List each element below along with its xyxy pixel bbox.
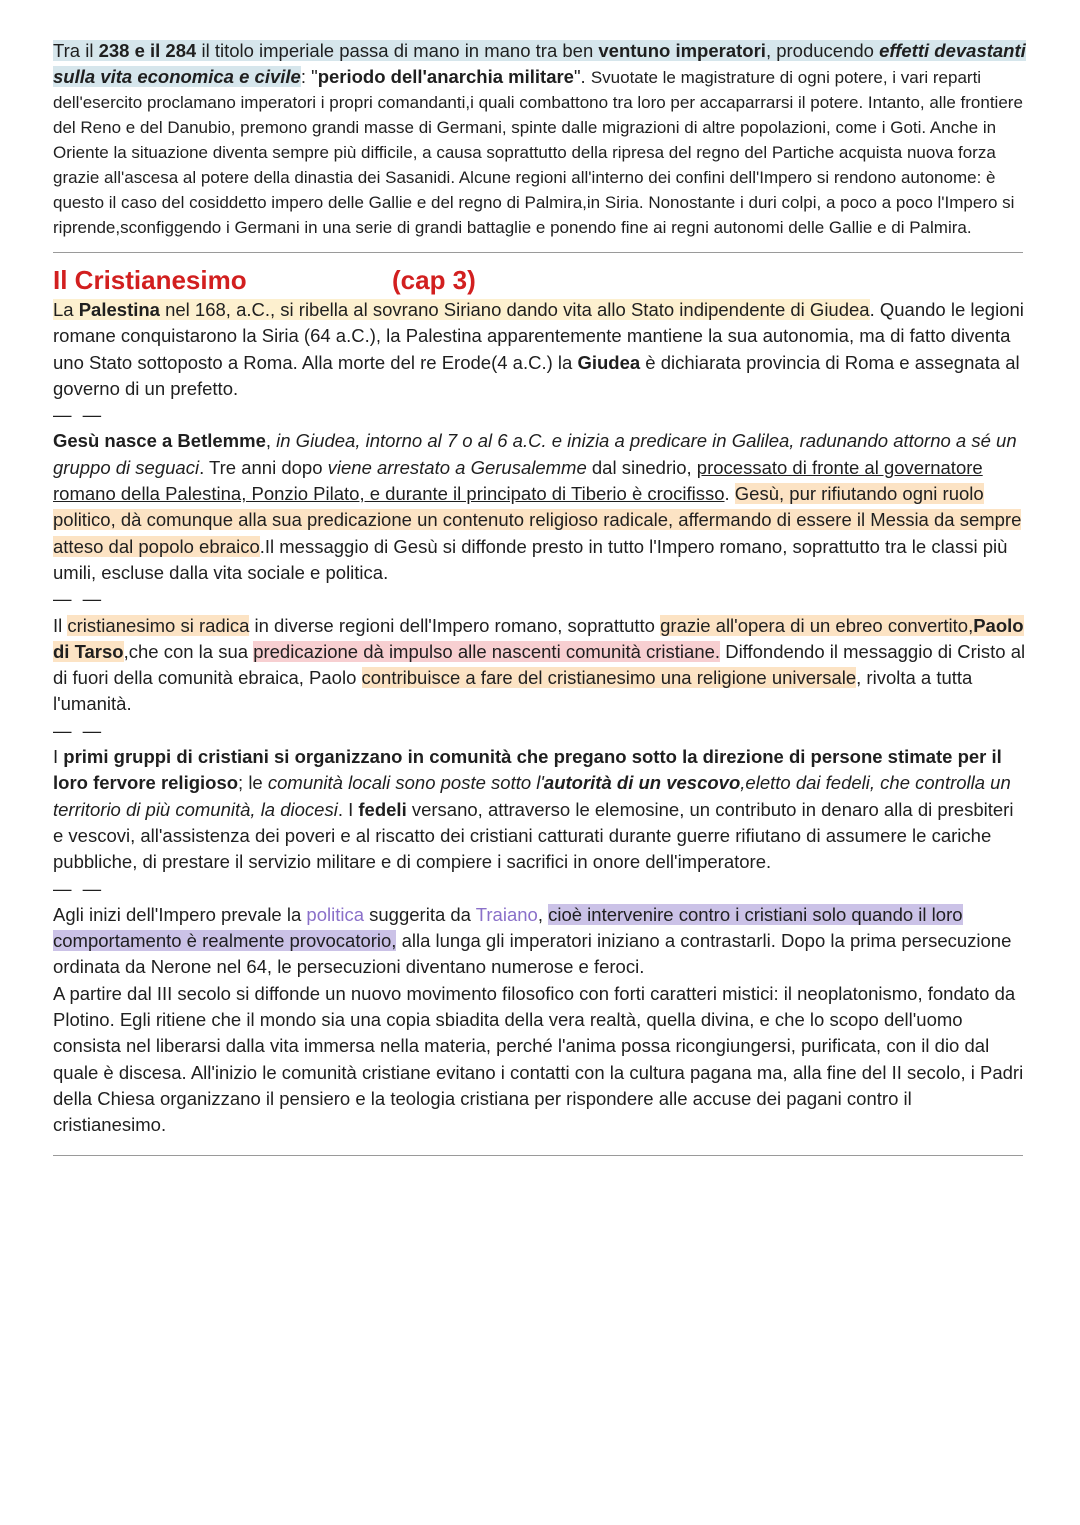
text-span: alla lunga gli imperatori iniziano a contrastarli. Dopo la prima persecuzione ordinata da Nerone nel 64, le persecuzioni diventano numerose e feroci. [53, 930, 1012, 978]
text-highlight: contribuisce a fare del cristianesimo una religione universale [361, 667, 857, 689]
document-page [53, 38, 1028, 1156]
section-heading [53, 265, 1028, 297]
intro-emperors: ventuno imperatori [598, 40, 766, 61]
text-span: . Tre anni dopo [199, 456, 328, 478]
text-span: Il [53, 614, 68, 636]
text-span: in diverse regioni dell'Impero romano, soprattutto [249, 614, 661, 636]
intro-text: il titolo imperiale passa di mano in mano tra ben [196, 40, 599, 61]
text-underlined: processato di fronte al governatore romano della Palestina, Ponzio Pilato, e durante il principato di Tiberio è crocifisso [53, 456, 983, 505]
intro-anarchy: periodo dell'anarchia militare [317, 66, 574, 87]
intro-text: Tra il [53, 40, 99, 61]
dash-separator: — — [53, 877, 105, 899]
text-span: La [53, 299, 79, 320]
intro-effects: effetti devastanti sulla vita economica e civile [53, 40, 1026, 87]
intro-paragraph [53, 38, 1028, 240]
paragraph-comunita [53, 744, 1028, 875]
text-span: ,che con la sua [123, 640, 254, 662]
text-bold: Paolo di Tarso [53, 614, 1024, 662]
intro-body: Svuotate le magistrature di ogni potere, i vari reparti dell'esercito proclamano imperatori i propri comandanti,i quali combattono tra loro per accaparrarsi il potere. Intanto, alle frontiere del Reno e del Danubio, premono grandi masse di Germani, spinte dalle migrazioni di altre popolazioni, come i Goti. Anche in Oriente la situazione diventa sempre più difficile, a causa soprattutto della ripresa del regno del Partiche acquista nuova forza grazie all'ascesa al potere della dinastia dei Sasanidi. Alcune regioni all'interno dei confini dell'Impero si rendono autonome: è questo il caso del cosiddetto impero delle Gallie e del regno di Palmira,in Siria. Nonostante i duri colpi, a poco a poco l'Impero si riprende,sconfiggendo i Germani in una serie di grandi battaglie e ponendo fine ai regni autonomi delle Gallie e di Palmira. [53, 68, 1023, 237]
text-span: I [53, 746, 64, 768]
text-italic: in Giudea, intorno al 7 o al 6 a.C. e inizia a predicare in Galilea, radunando attorno a sé un gruppo di seguaci [53, 430, 1017, 478]
text-italic: viene arrestato a Gerusalemme [327, 456, 587, 478]
intro-text: : " [300, 66, 318, 87]
section-chapter: (cap 3) [392, 265, 476, 295]
text-span: , [265, 430, 277, 452]
text-span: dal sinedrio, [586, 456, 697, 478]
text-span: versano, attraverso le elemosine, un contributo in denaro alla di presbiteri e vescovi, all'assistenza dei poveri e al riscatto dei cristiani catturati durante guerre rifiutano di assumere le cariche pubbliche, di prestare il servizio militare e di compiere i sacrifici in onore dell'imperatore. [53, 798, 1014, 873]
intro-text: ". [573, 66, 591, 87]
text-italic: ,eletto dai fedeli, che controlla un territorio di più comunità, la diocesi [53, 772, 1011, 820]
text-span: , rivolta a tutta l'umanità. [53, 667, 973, 715]
intro-text: , producendo [765, 40, 880, 61]
dash-separator: — — [53, 404, 105, 426]
text-italic: comunità locali sono poste sotto l' [267, 772, 544, 794]
text-span: . [724, 483, 735, 505]
text-colored: Traiano [475, 903, 538, 925]
text-span: Agli inizi dell'Impero prevale la [53, 903, 307, 925]
text-colored: politica [306, 903, 364, 925]
paragraph-gesu [53, 428, 1028, 586]
paragraph-palestina [53, 297, 1028, 402]
text-span: è dichiarata provincia di Roma e assegnata al governo di un prefetto. [53, 351, 1020, 399]
text-span: Diffondendo il messaggio di Cristo al di fuori della comunità ebraica, Paolo [53, 640, 1026, 689]
text-highlight: predicazione dà impulso alle nascenti comunità cristiane. [253, 640, 721, 662]
text-highlight: cristianesimo si radica [67, 614, 250, 636]
text-highlight: Gesù, pur rifiutando ogni ruolo politico, dà comunque alla sua predicazione un contenuto religioso radicale, affermando di essere il Messia da sempre atteso dal popolo ebraico [53, 483, 1022, 557]
text-bold: Palestina [78, 299, 160, 320]
text-span: . I [337, 798, 359, 820]
text-highlight: cioè intervenire contro i cristiani solo quando il loro comportamento è realmente provocatorio, [53, 903, 963, 952]
text-bold: primi gruppi di cristiani si organizzano in comunità che pregano sotto la direzione di persone stimate per il loro fervore religioso [53, 746, 1002, 794]
text-span: suggerita da [364, 903, 476, 925]
text-bold: fedeli [358, 798, 407, 820]
text-span: , [537, 903, 549, 925]
text-span: ; le [238, 772, 268, 794]
intro-dates: 238 e il 284 [98, 40, 197, 61]
divider [53, 1155, 1023, 1156]
text-span: . Quando le legioni romane conquistarono la Siria (64 a.C.), la Palestina apparentemente mantiene la sua autonomia, ma di fatto diventa uno Stato sottoposto a Roma. Alla morte del re Erode(4 a.C.) la [53, 299, 1024, 373]
paragraph-paolo [53, 613, 1028, 718]
text-bold: autorità di un vescovo [543, 772, 741, 794]
text-bold: Gesù nasce a Betlemme [53, 430, 266, 452]
text-bold: Giudea [577, 351, 641, 373]
dash-separator: — — [53, 719, 105, 741]
text-span: .Il messaggio di Gesù si diffonde presto in tutto l'Impero romano, soprattutto tra le classi più umili, escluse dalla vita sociale e politica. [53, 535, 1008, 583]
text-span: nel 168, a.C., si ribella al sovrano Siriano dando vita allo Stato indipendente di Giudea [159, 299, 870, 320]
paragraph-persecuzioni [53, 902, 1028, 981]
dash-separator: — — [53, 588, 105, 610]
text-highlight: grazie all'opera di un ebreo convertito, [660, 614, 974, 636]
paragraph-neoplatonismo: A partire dal III secolo si diffonde un nuovo movimento filosofico con forti caratteri mistici: il neoplatonismo, fondato da Plotino. Egli ritiene che il mondo sia una copia sbiadita della vera realtà, quella divina, e che lo scopo dell'uomo consista nel liberarsi dalla vita immersa nella materia, perché l'anima possa ricongiungersi, purificata, con il dio dal quale è discesa. All'inizio le comunità cristiane evitano i contatti con la cultura pagana ma, alla fine del II secolo, i Padri della Chiesa organizzano il pensiero e la teologia cristiana per rispondere alle accuse dei pagani contro il cristianesimo. [53, 982, 1024, 1136]
section-title: Il Cristianesimo [53, 265, 247, 295]
divider [53, 252, 1023, 253]
